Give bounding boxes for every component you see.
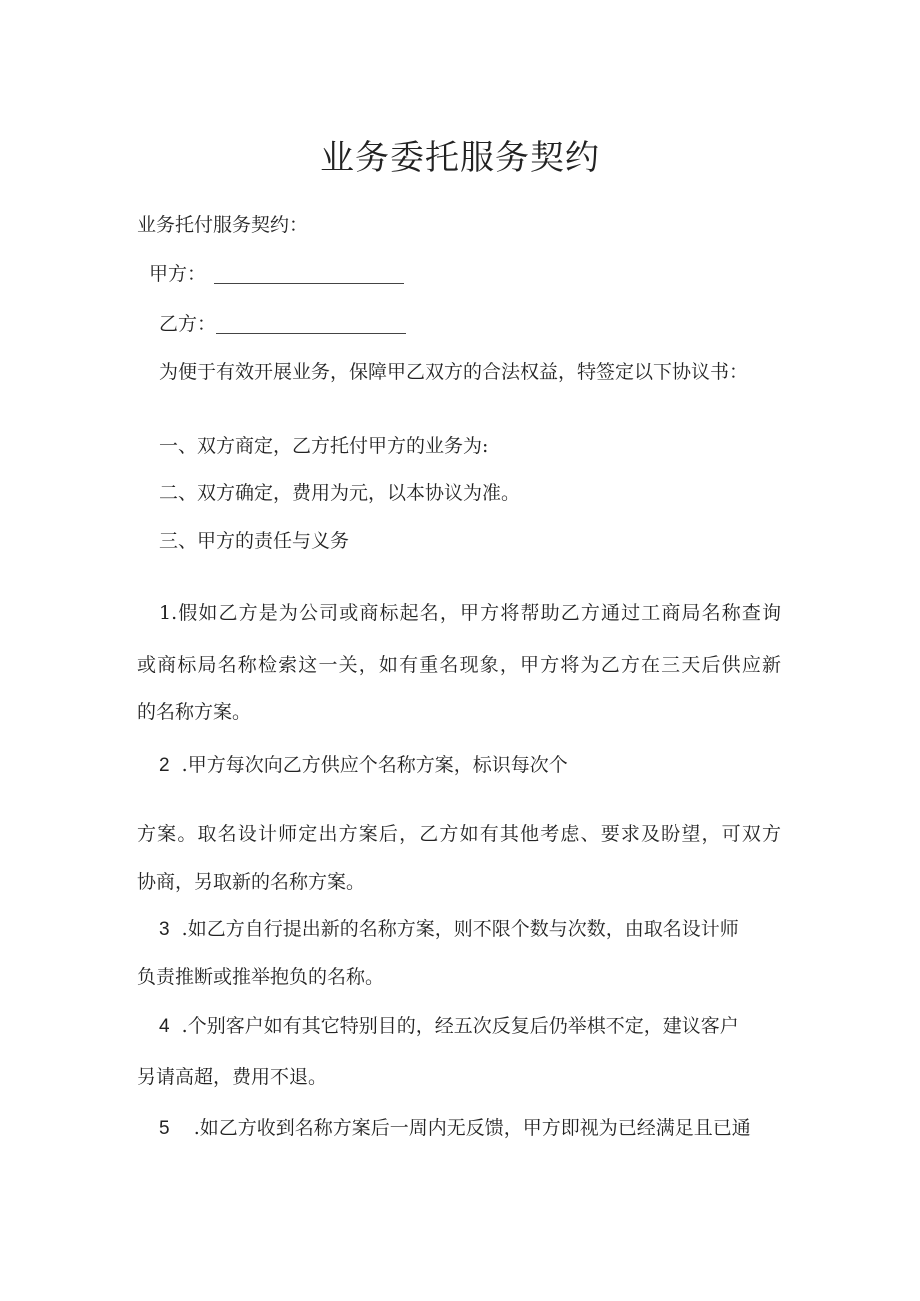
item-4-number: 4 [159, 1016, 170, 1037]
item-3-text: .如乙方自行提出新的名称方案，则不限个数与次数，由取名设计师 [181, 918, 739, 940]
party-b-label: 乙方： [159, 313, 217, 335]
intro-text: 为便于有效开展业务，保障甲乙双方的合法权益，特签定以下协议书： [159, 361, 749, 383]
item-1-line-1: 1.假如乙方是为公司或商标起名，甲方将帮助乙方通过工商局名称查询 [159, 602, 781, 624]
item-5-line-1 [159, 1119, 751, 1138]
clause-3: 三、甲方的责任与义务 [159, 530, 350, 552]
item-3-number: 3 [159, 919, 170, 940]
item-5-text: .如乙方收到名称方案后一周内无反馈，甲方即视为已经满足且已通 [193, 1117, 751, 1139]
clause-2: 二、双方确定，费用为元，以本协议为准。 [159, 482, 521, 504]
party-b-blank[interactable] [216, 315, 406, 334]
item-1-line-2: 或商标局名称检索这一关，如有重名现象，甲方将为乙方在三天后供应新 [137, 654, 781, 676]
party-a-blank[interactable] [214, 265, 404, 284]
item-5-number: 5 [159, 1118, 170, 1139]
item-4-text: .个别客户如有其它特别目的，经五次反复后仍举棋不定，建议客户 [181, 1015, 739, 1037]
item-2-line-1 [159, 756, 568, 775]
document-title: 业务委托服务契约 [320, 138, 600, 178]
item-2-line-2: 方案。取名设计师定出方案后，乙方如有其他考虑、要求及盼望，可双方 [137, 823, 781, 845]
party-a-line [149, 265, 404, 284]
item-2-line-3: 协商，另取新的名称方案。 [137, 871, 366, 893]
item-3-line-2: 负责推断或推举抱负的名称。 [137, 966, 385, 988]
party-b-line [159, 315, 406, 334]
clause-1: 一、双方商定，乙方托付甲方的业务为: [159, 435, 489, 457]
item-4-line-2: 另请高超，费用不退。 [137, 1066, 328, 1088]
item-2-number: 2 [159, 755, 170, 776]
subtitle: 业务托付服务契约： [137, 214, 309, 236]
item-4-line-1 [159, 1017, 739, 1036]
party-a-label: 甲方： [149, 263, 207, 285]
item-1-line-3: 的名称方案。 [137, 701, 252, 723]
item-3-line-1 [159, 920, 739, 939]
item-2-text: .甲方每次向乙方供应个名称方案，标识每次个 [181, 754, 568, 776]
